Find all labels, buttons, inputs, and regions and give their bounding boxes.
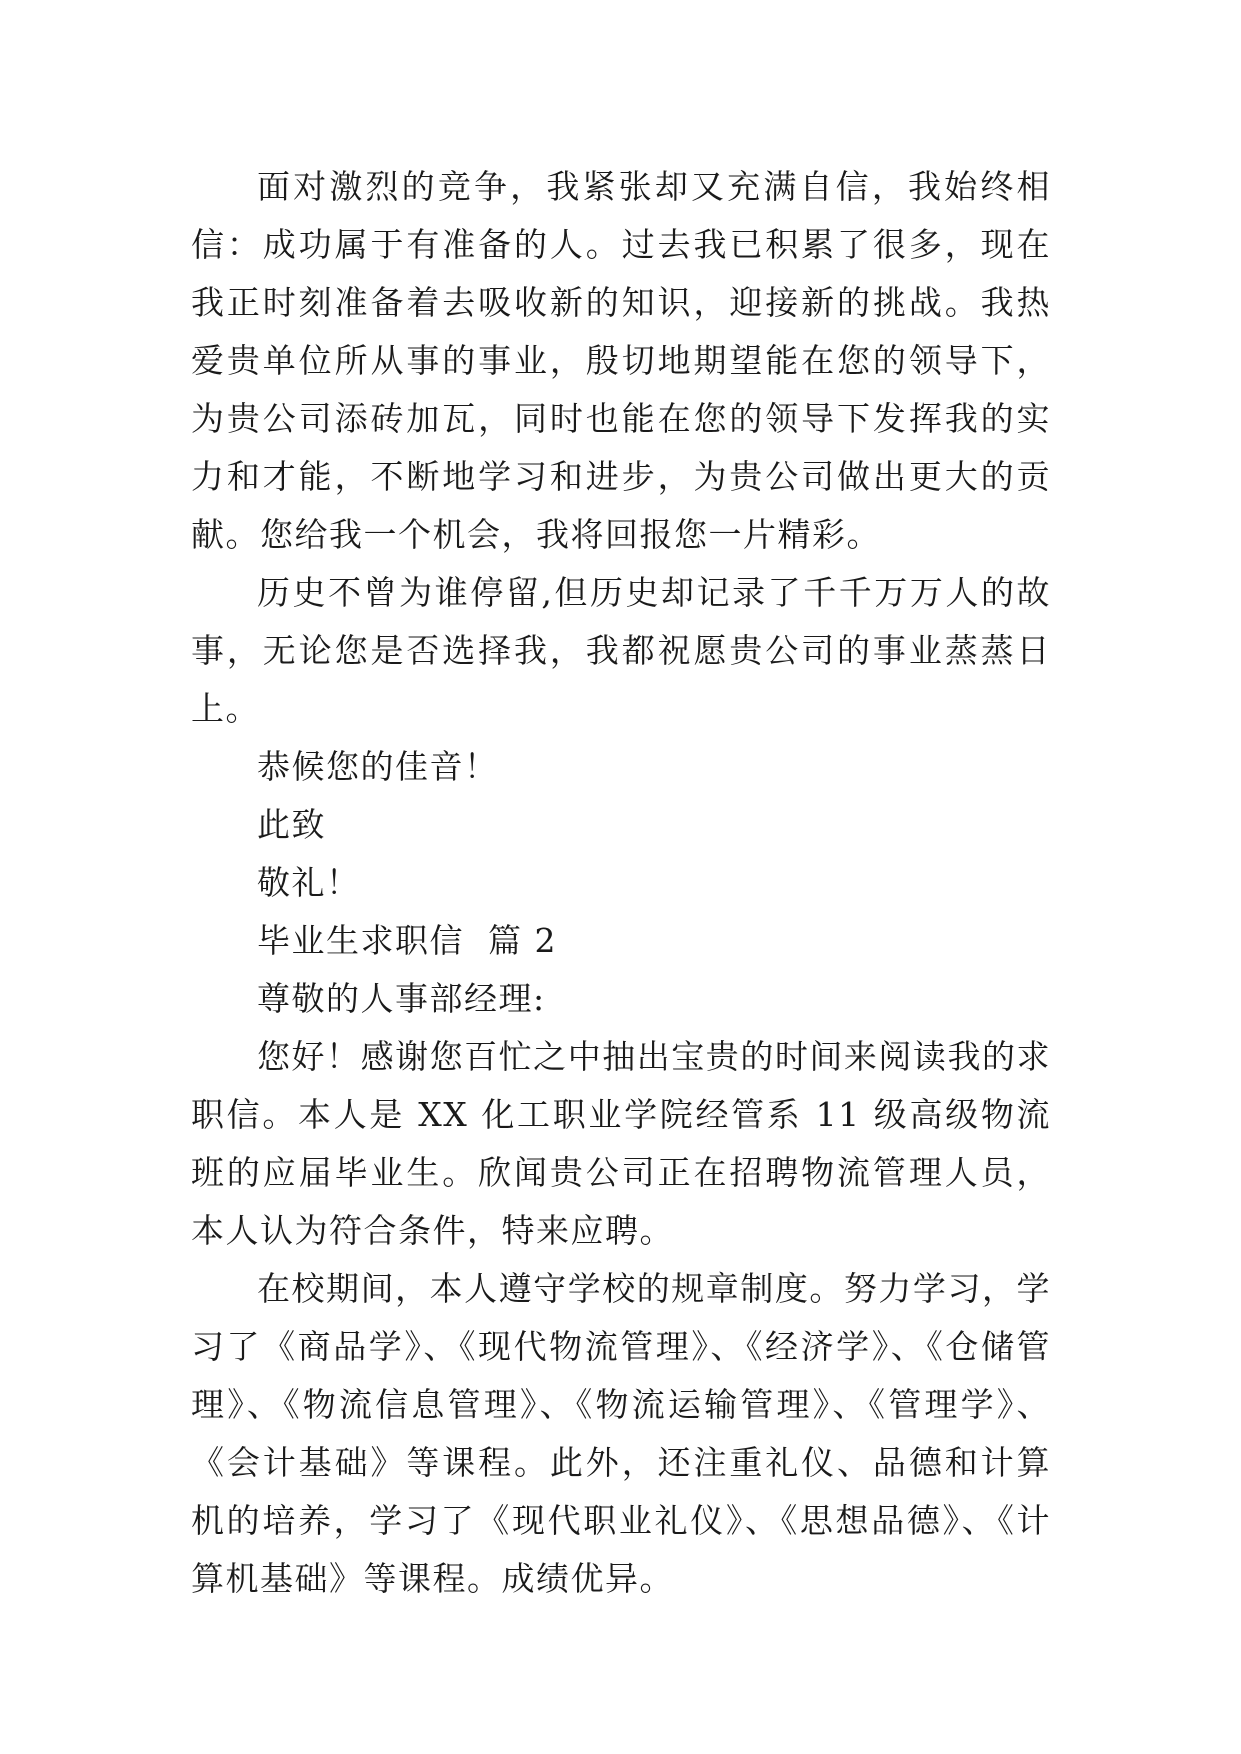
section-heading: 毕业生求职信 篇 2 xyxy=(257,921,557,960)
paragraph-confidence: 面对激烈的竞争，我紧张却又充满自信，我始终相信：成功属于有准备的人。过去我已积累了很多，现在我正时刻准备着去吸收新的知识，迎接新的挑战。我热爱贵单位所从事的事业，殷切地期望能在您的领导下，为贵公司添砖加瓦，同时也能在您的领导下发挥我的实力和才能，不断地学习和进步，为贵公司做出更大的贡献。您给我一个机会，我将回报您一片精彩。 xyxy=(191,167,1051,554)
paragraph-school-courses: 在校期间，本人遵守学校的规章制度。努力学习，学习了《商品学》、《现代物流管理》、《经济学》、《仓储管理》、《物流信息管理》、《物流运输管理》、《管理学》、《会计基础》等课程。此外，还注重礼仪、品德和计算机的培养，学习了《现代职业礼仪》、《思想品德》、《计算机基础》等课程。成绩优异。 xyxy=(191,1269,1051,1598)
closing-cizhi: 此致 xyxy=(257,805,326,844)
closing-jingli: 敬礼！ xyxy=(257,863,361,902)
paragraph-history: 历史不曾为谁停留,但历史却记录了千千万万人的故事，无论您是否选择我，我都祝愿贵公司的事业蒸蒸日上。 xyxy=(191,573,1051,728)
salutation: 尊敬的人事部经理: xyxy=(257,979,546,1018)
closing-await-reply: 恭候您的佳音！ xyxy=(257,747,499,786)
paragraph-introduction: 您好！感谢您百忙之中抽出宝贵的时间来阅读我的求职信。本人是 XX 化工职业学院经管系 11 级高级物流班的应届毕业生。欣闻贵公司正在招聘物流管理人员，本人认为符合条件，特来应聘。 xyxy=(191,1037,1051,1250)
document-body xyxy=(191,158,1051,1608)
